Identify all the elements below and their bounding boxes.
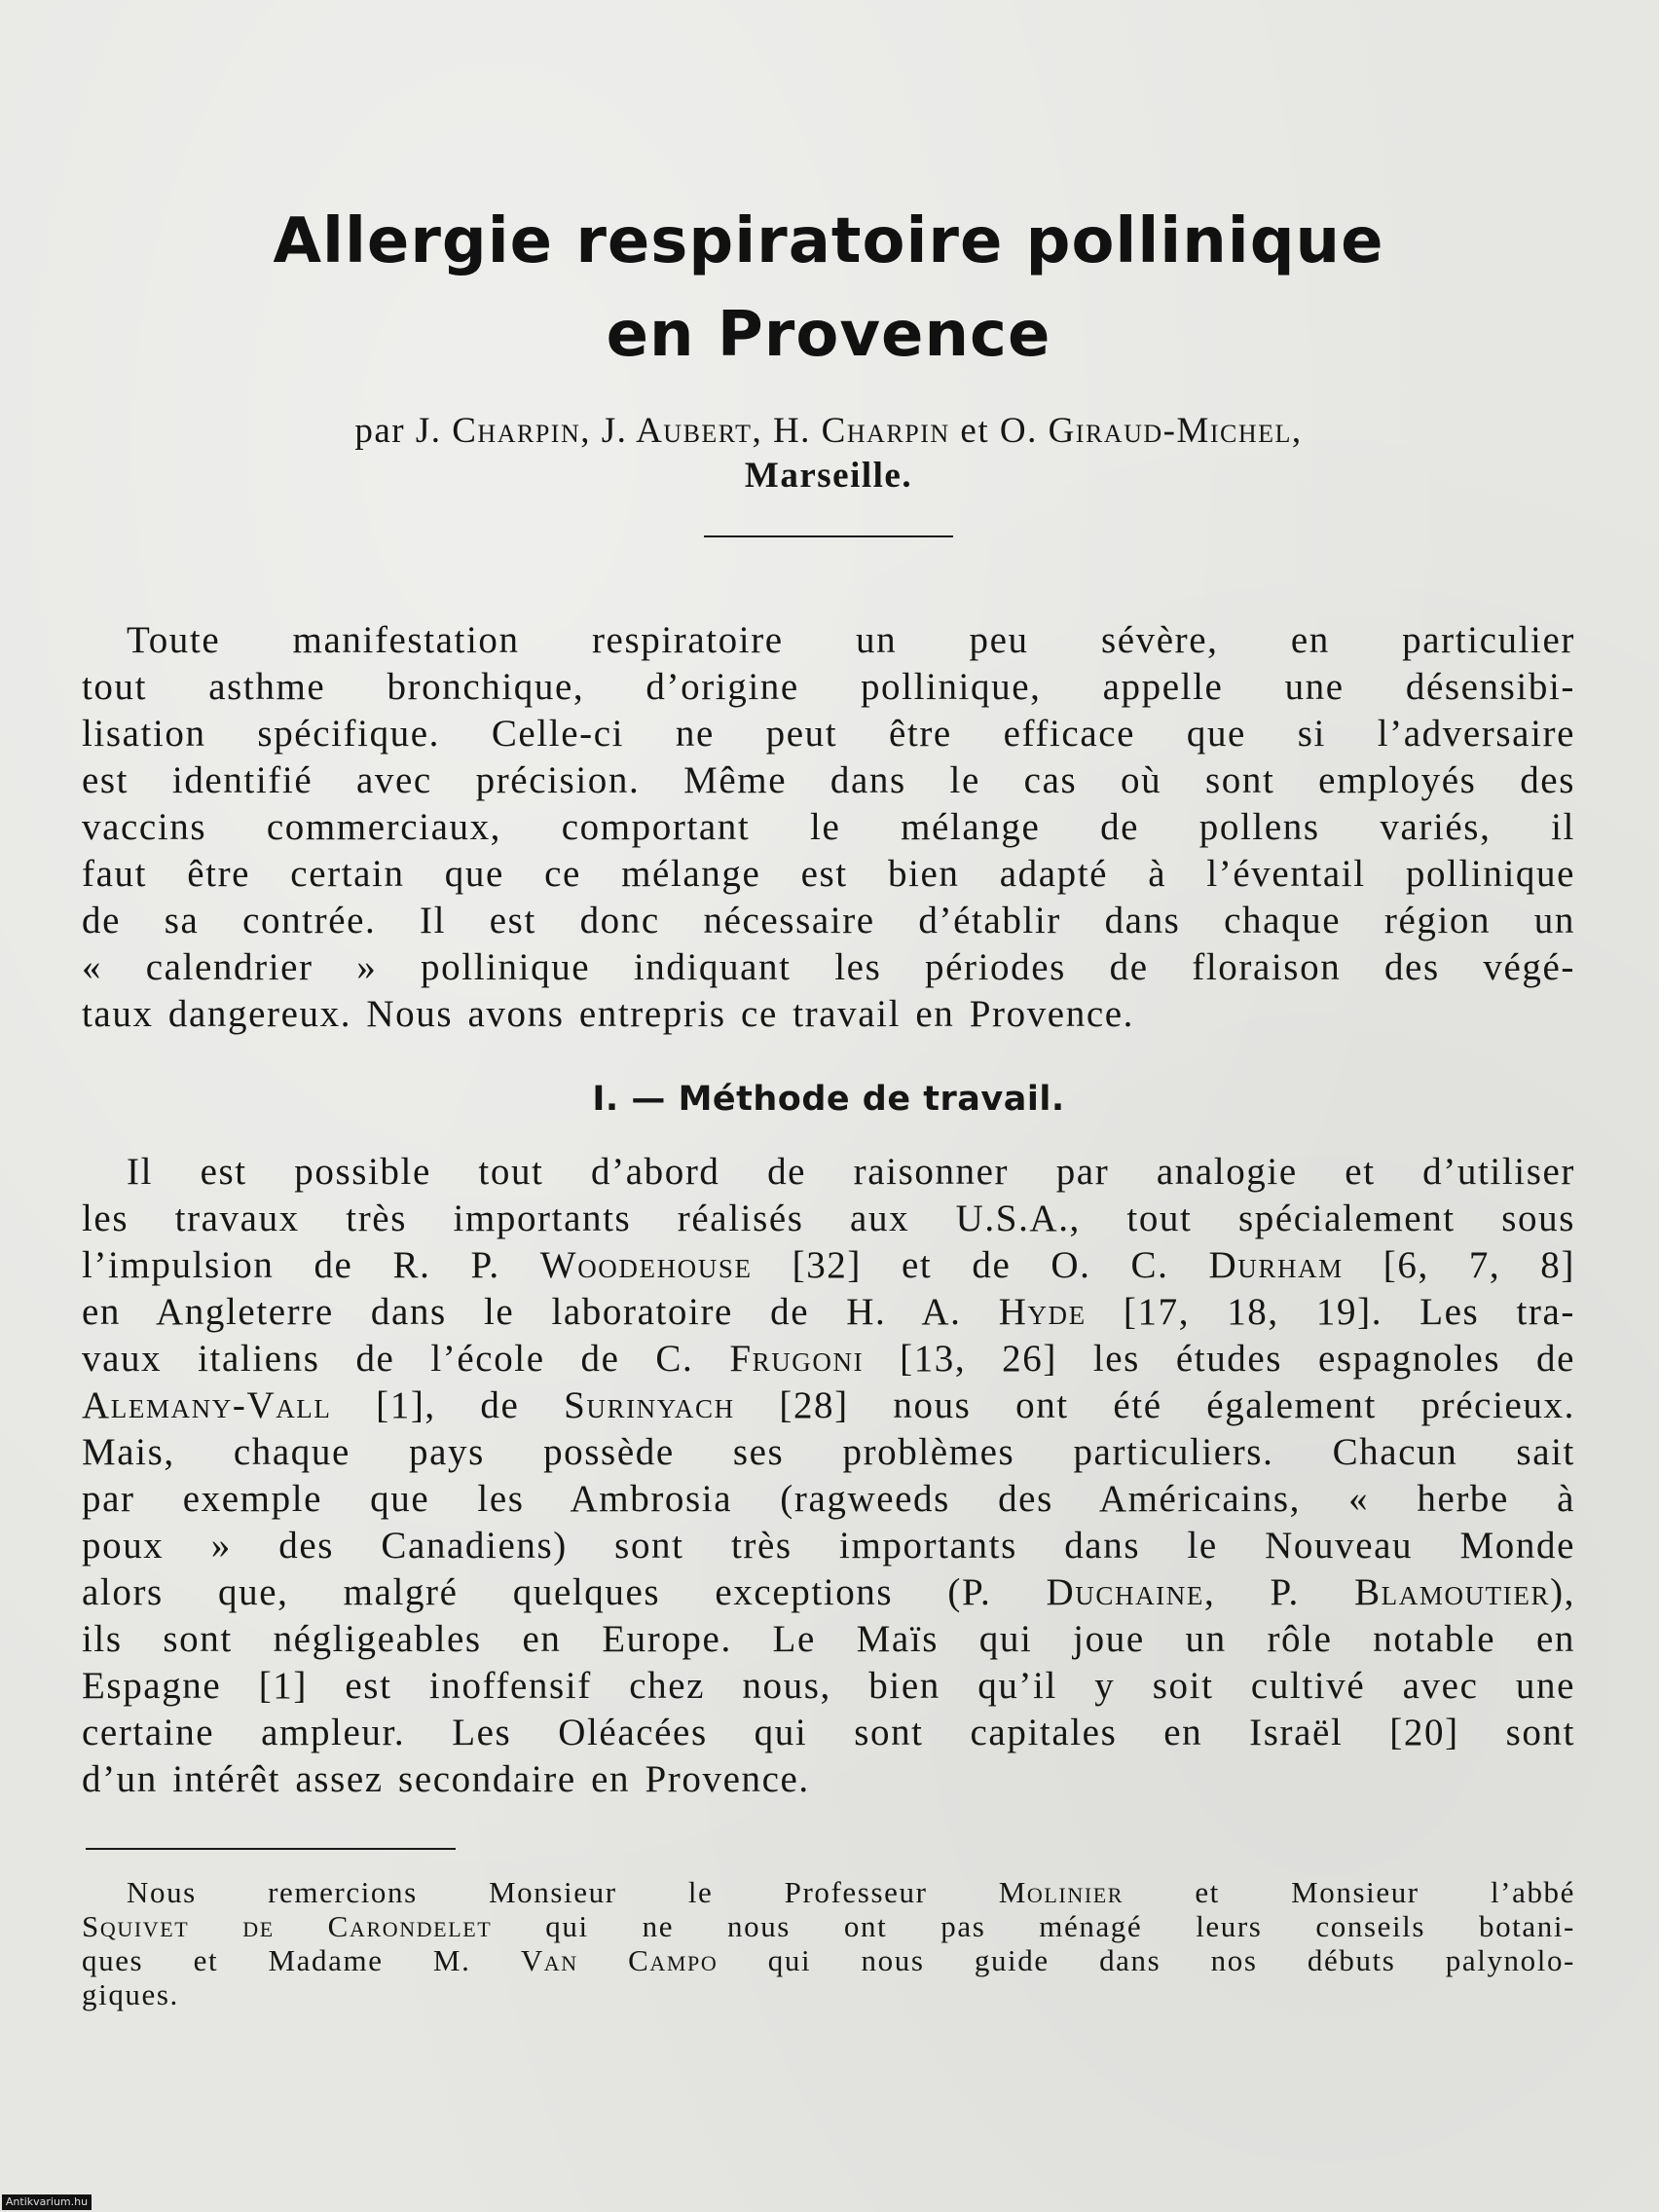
cited-person: Van Campo (520, 1943, 719, 1977)
cited-author: Frugoni (729, 1338, 865, 1380)
text-run: l’impulsion de R. P. (82, 1244, 500, 1286)
text-run: qui ne nous ont pas ménagé leurs conseils botani- (545, 1909, 1575, 1943)
text-run: [17, 18, 19]. Les tra- (1123, 1291, 1575, 1333)
text-line: d’un intérêt assez secondaire en Provence. (82, 1758, 810, 1800)
cited-author: Hyde (998, 1291, 1087, 1333)
article-title (82, 195, 1575, 382)
text-run: [28] nous ont été également précieux. (779, 1384, 1575, 1426)
text-run: Nous remercions Monsieur le Professeur (127, 1875, 928, 1909)
text-line: Il est possible tout d’abord de raisonner par analogie et d’utiliser (127, 1151, 1575, 1193)
text-line: vaccins commerciaux, comportant le mélange de pollens variés, il (82, 806, 1575, 848)
text-line: ils sont négligeables en Europe. Le Maïs qui joue un rôle notable en (82, 1618, 1575, 1660)
text-run: [1], de (376, 1384, 520, 1426)
text-run: [32] et de O. C. (792, 1244, 1169, 1286)
footnote-line (82, 1943, 1575, 1977)
text-run: ), (1550, 1571, 1575, 1613)
text-run: vaux italiens de l’école de C. (82, 1338, 694, 1380)
author-city: Marseille. (744, 456, 913, 496)
author-names: J. Charpin, J. Aubert, H. Charpin (415, 411, 950, 451)
article-page (82, 195, 1575, 2011)
text-line (82, 1569, 1575, 1616)
cited-author: Blamoutier (1354, 1571, 1551, 1613)
text-run: en Angleterre dans le laboratoire de H. A. (82, 1291, 962, 1333)
byline (82, 409, 1575, 498)
text-line: tout asthme bronchique, d’origine pollinique, appelle une désensibi- (82, 666, 1575, 708)
text-line: Toute manifestation respiratoire un peu sévère, en particulier (127, 619, 1575, 661)
cited-author: Surinyach (564, 1384, 735, 1426)
text-line (82, 1289, 1575, 1336)
text-line: taux dangereux. Nous avons entrepris ce travail en Provence. (82, 993, 1134, 1035)
text-line: lisation spécifique. Celle-ci ne peut être efficace que si l’adversaire (82, 713, 1575, 755)
cited-author: Alemany-Vall (82, 1384, 332, 1426)
byline-connector: et (960, 411, 990, 451)
text-line: les travaux très importants réalisés aux U.S.A., tout spécialement sous (82, 1198, 1575, 1239)
title-line: en Provence (606, 299, 1051, 371)
cited-author: Duchaine (1046, 1571, 1204, 1613)
text-line: Espagne [1] est inoffensif chez nous, bien qu’il y soit cultivé avec une (82, 1665, 1575, 1707)
cited-author: Woodehouse (539, 1244, 753, 1286)
text-run: et Monsieur l’abbé (1195, 1875, 1576, 1909)
cited-author: Durham (1208, 1244, 1344, 1286)
intro-paragraph (82, 617, 1575, 1038)
footnote (82, 1875, 1575, 2011)
last-author-name: O. Giraud-Michel, (999, 411, 1303, 451)
text-run: , P. (1203, 1571, 1300, 1613)
text-run: alors que, malgré quelques exceptions (P. (82, 1571, 992, 1613)
text-line: faut être certain que ce mélange est bien adapté à l’éventail pollinique (82, 853, 1575, 895)
text-line (82, 1382, 1575, 1429)
text-line: poux » des Canadiens) sont très importants dans le Nouveau Monde (82, 1525, 1575, 1567)
text-run: ques et Madame M. (82, 1943, 471, 1977)
title-line: Allergie respiratoire pollinique (273, 205, 1384, 277)
byline-prefix: par (354, 411, 406, 451)
text-line: « calendrier » pollinique indiquant les périodes de floraison des végé- (82, 946, 1575, 988)
text-line: est identifié avec précision. Même dans le cas où sont employés des (82, 759, 1575, 801)
text-run: [6, 7, 8] (1382, 1244, 1575, 1286)
text-line (82, 1242, 1575, 1289)
text-line: de sa contrée. Il est donc nécessaire d’établir dans chaque région un (82, 900, 1575, 941)
footnote-line: giques. (82, 1977, 179, 2011)
method-paragraph (82, 1149, 1575, 1803)
title-divider (704, 535, 953, 537)
watermark-label: Antikvarium.hu (2, 2194, 92, 2210)
footnote-line (82, 1909, 1575, 1943)
text-run: qui nous guide dans nos débuts palynolo- (767, 1943, 1575, 1977)
text-line: certaine ampleur. Les Oléacées qui sont capitales en Israël [20] sont (82, 1712, 1575, 1753)
cited-person: Molinier (998, 1875, 1124, 1909)
footnote-divider (86, 1848, 456, 1850)
text-line: par exemple que les Ambrosia (ragweeds des Américains, « herbe à (82, 1478, 1575, 1520)
section-heading: I. — Méthode de travail. (592, 1080, 1065, 1119)
cited-person: Squivet de Carondelet (82, 1909, 493, 1943)
footnote-line (82, 1875, 1575, 1909)
text-run: [13, 26] les études espagnoles de (900, 1338, 1575, 1380)
text-line (82, 1336, 1575, 1382)
author-line (82, 409, 1575, 454)
text-line: Mais, chaque pays possède ses problèmes particuliers. Chacun sait (82, 1431, 1575, 1473)
